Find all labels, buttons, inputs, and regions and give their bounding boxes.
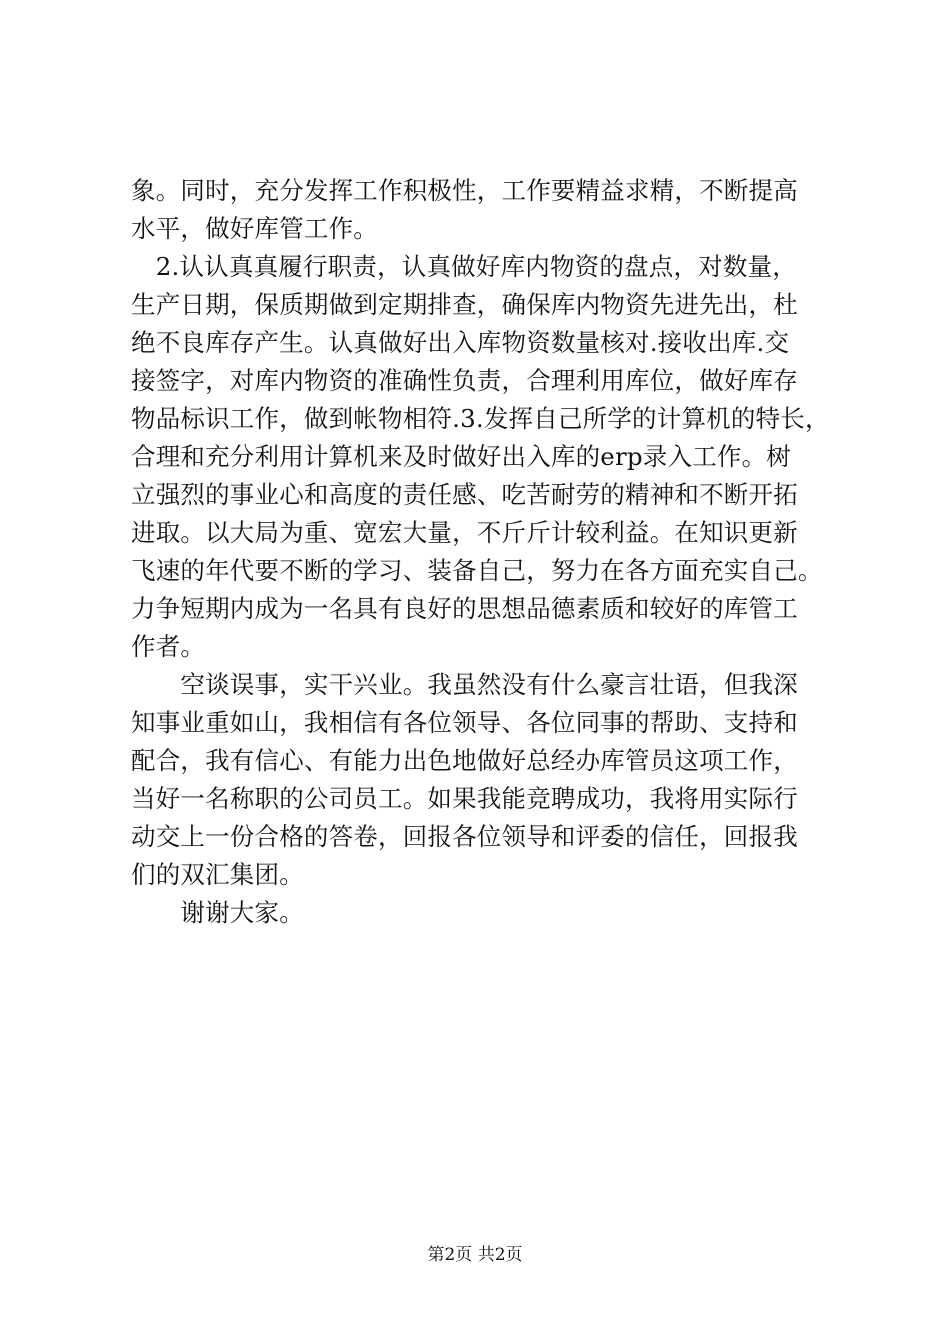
page-number-label: 第2页 共2页 — [427, 1245, 523, 1265]
text-line: 合理和充分利用计算机来及时做好出入库的erp录入工作。树 — [131, 442, 791, 471]
text-line: 动交上一份合格的答卷，回报各位领导和评委的信任，回报我 — [131, 822, 798, 851]
text-line: 进取。以大局为重、宽宏大量，不斤斤计较利益。在知识更新 — [131, 518, 798, 547]
page-footer — [0, 1244, 950, 1266]
text-line: 谢谢大家。 — [131, 898, 304, 927]
text-line: 知事业重如山，我相信有各位领导、各位同事的帮助、支持和 — [131, 708, 798, 737]
text-line: 们的双汇集团。 — [131, 860, 304, 889]
text-line: 力争短期内成为一名具有良好的思想品德素质和较好的库管工 — [131, 594, 798, 623]
text-line: 绝不良库存产生。认真做好出入库物资数量核对.接收出库.交 — [131, 328, 790, 357]
text-line: 立强烈的事业心和高度的责任感、吃苦耐劳的精神和不断开拓 — [131, 480, 798, 509]
text-line: 物品标识工作，做到帐物相符.3.发挥自己所学的计算机的特长， — [131, 404, 830, 433]
text-line: 生产日期，保质期做到定期排查，确保库内物资先进先出，杜 — [131, 290, 798, 319]
document-body — [131, 172, 831, 932]
text-line: 配合，我有信心、有能力出色地做好总经办库管员这项工作， — [131, 746, 798, 775]
text-line: 2.认认真真履行职责，认真做好库内物资的盘点，对数量， — [131, 252, 797, 281]
text-line: 空谈误事，实干兴业。我虽然没有什么豪言壮语，但我深 — [131, 670, 798, 699]
text-line: 象。同时，充分发挥工作积极性，工作要精益求精，不断提高 — [131, 176, 798, 205]
text-line: 作者。 — [131, 632, 206, 661]
text-line: 当好一名称职的公司员工。如果我能竞聘成功，我将用实际行 — [131, 784, 798, 813]
text-line: 接签字，对库内物资的准确性负责，合理利用库位，做好库存 — [131, 366, 798, 395]
text-line: 飞速的年代要不断的学习、装备自己，努力在各方面充实自己。 — [131, 556, 823, 585]
text-line: 水平，做好库管工作。 — [131, 214, 378, 243]
